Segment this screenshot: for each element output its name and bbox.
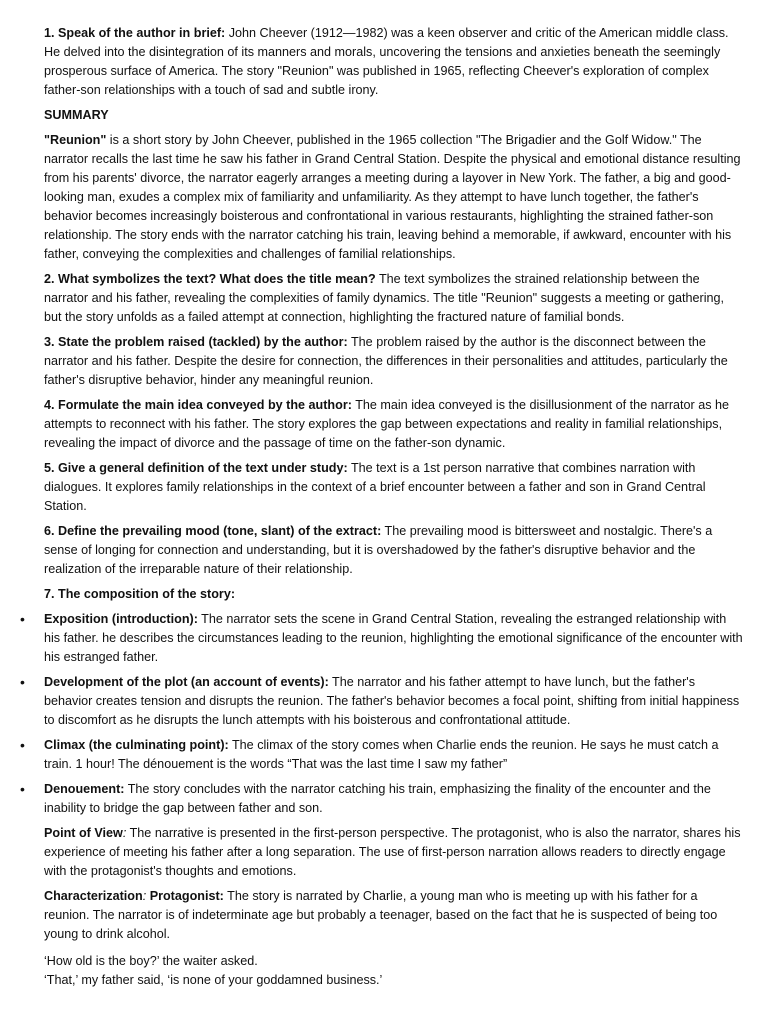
- section-sublabel: Protagonist:: [149, 889, 224, 903]
- section-text: The problem raised by the author is the disconnect between the narrator and his father. Despite the desire for connection, the differences in their personalities and attitudes, particularly the father's disruptive behavior, hinder any meaningful reunion.: [44, 335, 728, 387]
- section-text: John Cheever (1912—1982) was a keen observer and critic of the American middle class. He delved into the disintegration of its manners and morals, uncovering the tensions and anxieties beneath the seemingly prosperous surface of America. The story "Reunion" was published in 1965, reflecting Cheever's exploration of complex father-son relationships with a touch of sad and subtle irony.: [44, 26, 729, 97]
- composition-heading: 7. The composition of the story:: [44, 587, 236, 601]
- label-colon: :: [142, 889, 150, 903]
- item-label: Denouement:: [44, 782, 125, 796]
- item-label: Exposition (introduction):: [44, 612, 198, 626]
- summary-heading: SUMMARY: [44, 108, 109, 122]
- list-item: [44, 610, 744, 667]
- section-label: 3. State the problem raised (tackled) by the author:: [44, 335, 348, 349]
- section-label: Point of View: [44, 826, 123, 840]
- list-item: [44, 736, 744, 774]
- section-mood: [44, 522, 744, 579]
- section-text: The prevailing mood is bittersweet and nostalgic. There's a sense of longing for connection and understanding, but it is overshadowed by the father's disruptive behavior and the realization of the irreparable nature of their relationship.: [44, 524, 713, 576]
- section-author: [44, 24, 744, 100]
- section-label: "Reunion": [44, 133, 107, 147]
- section-symbolism: [44, 270, 744, 327]
- item-text: The narrator and his father attempt to have lunch, but the father's behavior creates tension and disrupts the reunion. The father's behavior becomes a focal point, shifting from initial happiness to discomfort as he disrupts the lunch attempts with his boisterous and confrontational attitude.: [44, 675, 740, 727]
- section-text: The text symbolizes the strained relationship between the narrator and his father, revealing the complexities of family dynamics. The title "Reunion" suggests a meeting or gathering, but the story unfolds as a failed attempt at connection, highlighting the fractured nature of familial bonds.: [44, 272, 725, 324]
- item-text: The climax of the story comes when Charlie ends the reunion. He says he must catch a train. 1 hour! The dénouement is the words “That was the last time I saw my father”: [44, 738, 719, 771]
- section-problem: [44, 333, 744, 390]
- section-text: The main idea conveyed is the disillusionment of the narrator as he attempts to reconnect with his father. The story explores the gap between expectations and reality in familial relationships, revealing the impact of divorce and the passage of time on the father-son dynamic.: [44, 398, 730, 450]
- section-main-idea: [44, 396, 744, 453]
- section-label: 5. Give a general definition of the text under study:: [44, 461, 348, 475]
- section-point-of-view: [44, 824, 744, 881]
- section-label: 1. Speak of the author in brief:: [44, 26, 226, 40]
- dialogue-quotes: [44, 952, 744, 990]
- section-text: The story is narrated by Charlie, a young man who is meeting up with his father for a reunion. The narrator is of indeterminate age but probably a teenager, based on the fact that he is suspected of being too young to drink alcohol.: [44, 889, 718, 941]
- item-text: The narrator sets the scene in Grand Central Station, revealing the estranged relationship with his father. he describes the circumstances leading to the reunion, highlighting the emotional significance of the encounter with his estranged father.: [44, 612, 743, 664]
- section-characterization: [44, 887, 744, 944]
- list-item: [44, 673, 744, 730]
- quote-line: ‘That,’ my father said, ‘is none of your goddamned business.’: [44, 973, 383, 987]
- section-text: The narrative is presented in the first-person perspective. The protagonist, who is also the narrator, shares his experience of meeting his father after a long separation. The use of first-person narration allows readers to directly engage with the protagonist's thoughts and emotions.: [44, 826, 741, 878]
- section-definition: [44, 459, 744, 516]
- section-label: 2. What symbolizes the text? What does the title mean?: [44, 272, 376, 286]
- section-label: Characterization: [44, 889, 143, 903]
- composition-list: [44, 610, 744, 818]
- item-label: Climax (the culminating point):: [44, 738, 229, 752]
- list-item: [44, 780, 744, 818]
- section-text: The text is a 1st person narrative that combines narration with dialogues. It explores family relationships in the context of a brief encounter between a father and son in Grand Central Station.: [44, 461, 706, 513]
- item-text: The story concludes with the narrator catching his train, emphasizing the finality of the encounter and the inability to bridge the gap between father and son.: [44, 782, 711, 815]
- section-summary: [44, 131, 744, 264]
- quote-line: ‘How old is the boy?’ the waiter asked.: [44, 954, 258, 968]
- label-suffix: :: [122, 826, 127, 840]
- section-text: is a short story by John Cheever, published in the 1965 collection "The Brigadier and the Golf Widow." The narrator recalls the last time he saw his father in Grand Central Station. Despite the physical and emotional distance resulting from his parents' divorce, the narrator eagerly arranges a meeting during a layover in New York. The father, a big and good-looking man, exudes a complex mix of familiarity and unfamiliarity. As they attempt to have lunch together, the father's behavior becomes increasingly boisterous and confrontational in various restaurants, highlighting the strained father-son relationship. The story ends with the narrator catching his train, leaving behind a memorable, if awkward, encounter with his father, conveying the complexities and challenges of familial relationships.: [44, 133, 741, 261]
- item-label: Development of the plot (an account of events):: [44, 675, 329, 689]
- section-label: 4. Formulate the main idea conveyed by the author:: [44, 398, 352, 412]
- section-label: 6. Define the prevailing mood (tone, slant) of the extract:: [44, 524, 382, 538]
